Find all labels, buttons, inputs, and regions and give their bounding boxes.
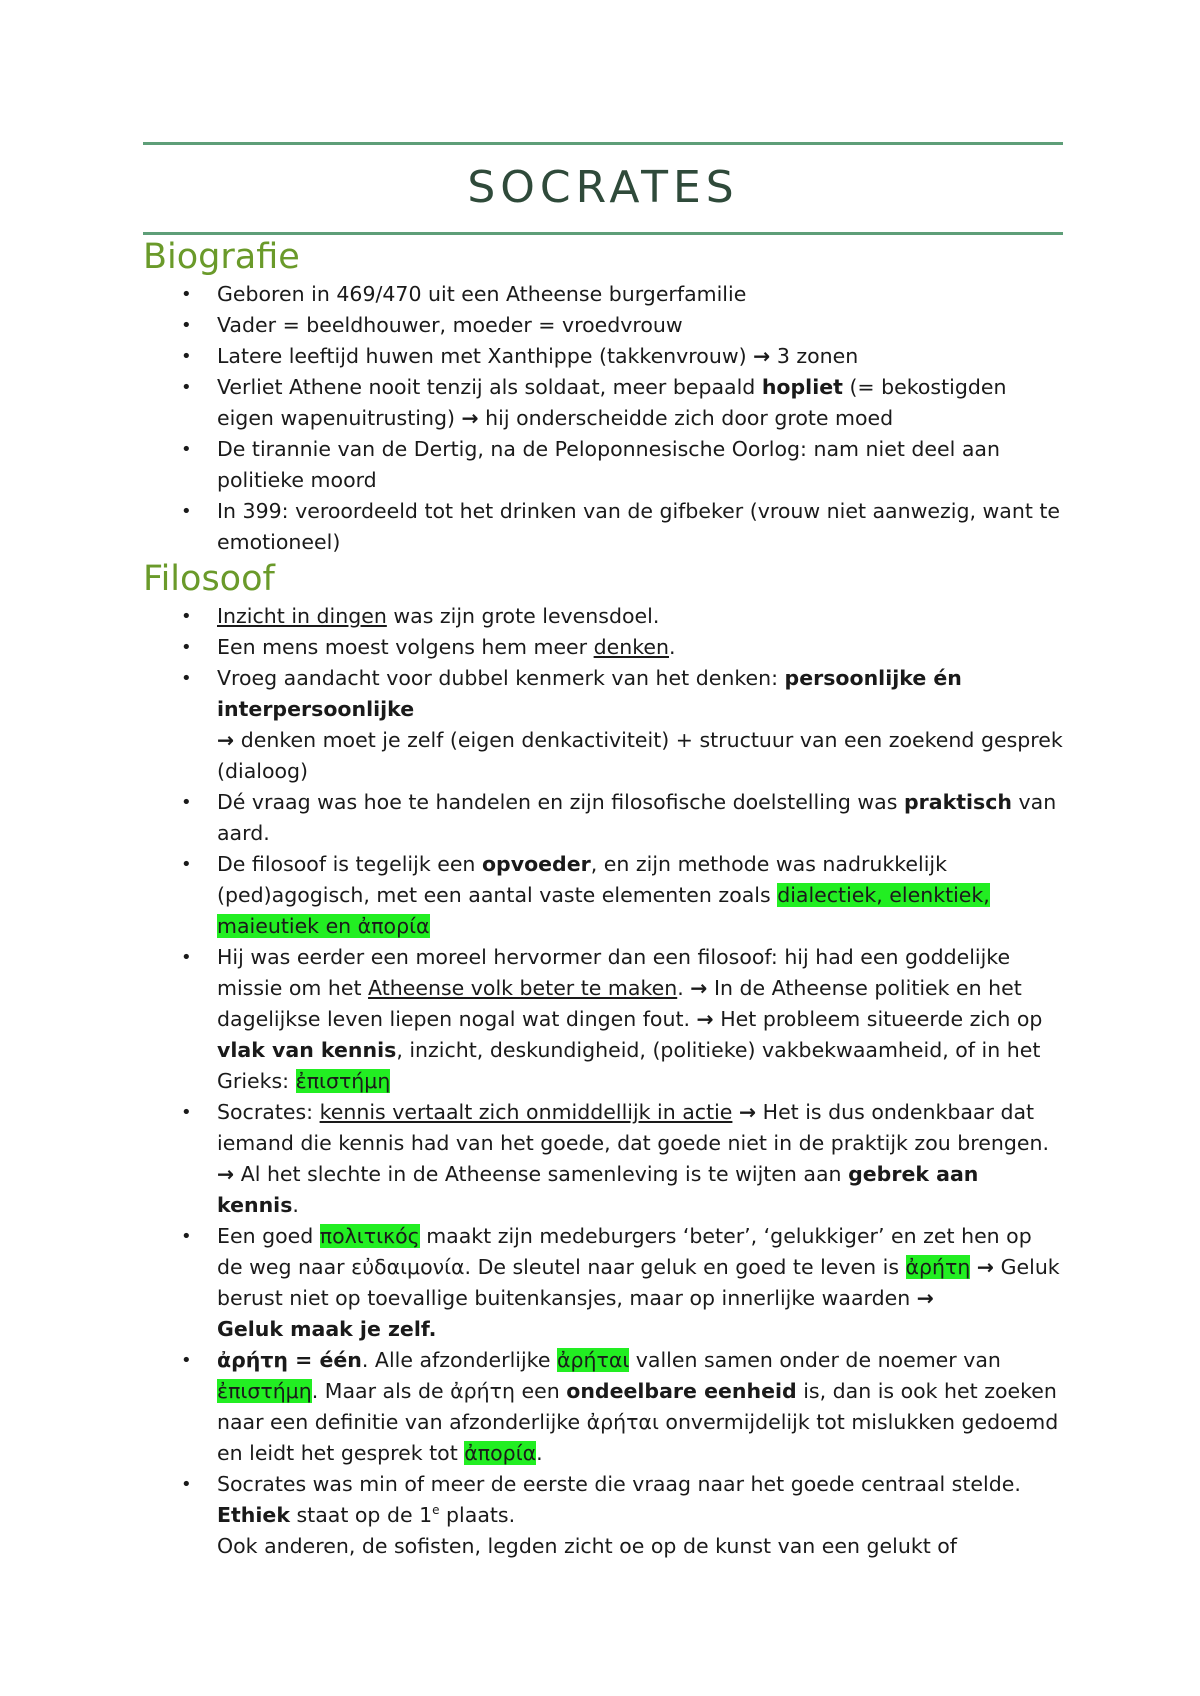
list-item: • De filosoof is tegelijk een opvoeder, en zijn methode was nadrukkelijk (ped)agogisch, met een aantal vaste elementen zoals dialectiek, elenktiek, maieutiek en ἀπορία: [143, 849, 1063, 942]
arrow-right-icon: →: [976, 1255, 995, 1279]
bold-term: Geluk maak je zelf.: [217, 1317, 437, 1341]
bold-term: Ethiek: [217, 1503, 290, 1527]
title-rule-top: [143, 142, 1063, 145]
list-item: • De tirannie van de Dertig, na de Peloponnesische Oorlog: nam niet deel aan politieke moord: [143, 434, 1063, 496]
list-item: • Hij was eerder een moreel hervormer dan een filosoof: hij had een goddelijke missie om het Atheense volk beter te maken. → In de Atheense politiek en het dagelijkse leven liepen nogal wat dingen fout. → Het probleem situeerde zich op vlak van kennis, inzicht, deskundigheid, (politieke) vakbekwaamheid, of in het Grieks: ἐπιστήμη: [143, 942, 1063, 1097]
bullet-icon: •: [181, 792, 192, 813]
list-item: • Socrates: kennis vertaalt zich onmiddellijk in actie → Het is dus ondenkbaar dat iemand die kennis had van het goede, dat goede niet in de praktijk zou brengen. → Al het slechte in de Atheense samenleving is te wijten aan gebrek aan kennis.: [143, 1097, 1063, 1221]
bullet-icon: •: [181, 346, 192, 367]
page-title: SOCRATES: [467, 162, 739, 213]
arrow-right-icon: →: [738, 1100, 757, 1124]
list-item: • Vader = beeldhouwer, moeder = vroedvrouw: [143, 310, 1063, 341]
bold-term: praktisch: [903, 790, 1012, 814]
underlined-text: kennis vertaalt zich onmiddellijk in actie: [319, 1100, 733, 1124]
section-filosoof: [143, 557, 1063, 1562]
bold-term: vlak van kennis: [217, 1038, 397, 1062]
list-item: • Een goed πολιτικός maakt zijn medeburgers ‘beter’, ‘gelukkiger’ en zet hen op de weg naar εὐδαιμονία. De sleutel naar geluk en goed te leven is ἀρήτη → Geluk berust niet op toevallige buitenkansjes, maar op innerlijke waarden → Geluk maak je zelf.: [143, 1221, 1063, 1345]
bold-term: gebrek aan kennis: [217, 1162, 979, 1217]
bullet-icon: •: [181, 606, 192, 627]
bullet-icon: •: [181, 284, 192, 305]
arrow-right-icon: →: [461, 406, 479, 430]
list-item: • Verliet Athene nooit tenzij als soldaat, meer bepaald hopliet (= bekostigden eigen wapenuitrusting) → hij onderscheidde zich door grote moed: [143, 372, 1063, 434]
bold-term: ἀρήτη = één: [217, 1348, 362, 1372]
list-item: • In 399: veroordeeld tot het drinken van de gifbeker (vrouw niet aanwezig, want te emotioneel): [143, 496, 1063, 558]
highlighted-text: ἀρήται: [556, 1348, 630, 1372]
highlighted-text: ἀπορία: [464, 1441, 537, 1465]
list-item: • ἀρήτη = één. Alle afzonderlijke ἀρήται vallen samen onder de noemer van ἐπιστήμη. Maar als de ἀρήτη een ondeelbare eenheid is, dan is ook het zoeken naar een definitie van afzonderlijke ἀρήται onvermijdelijk tot mislukken gedoemd en leidt het gesprek tot ἀπορία.: [143, 1345, 1063, 1469]
arrow-right-icon: →: [916, 1286, 934, 1310]
bullet-icon: •: [181, 1102, 192, 1123]
bullet-icon: •: [181, 637, 192, 658]
bullet-icon: •: [181, 501, 192, 522]
highlighted-text: πολιτικός: [319, 1224, 420, 1248]
bullet-icon: •: [181, 439, 192, 460]
list-item: • Inzicht in dingen was zijn grote levensdoel.: [143, 601, 1063, 632]
biografie-list: [143, 279, 1063, 558]
arrow-right-icon: →: [753, 344, 771, 368]
highlighted-text: dialectiek, elenktiek, maieutiek en ἀπορία: [217, 883, 990, 938]
underlined-text: Inzicht in dingen: [217, 604, 387, 628]
bullet-icon: •: [181, 1474, 192, 1495]
filosoof-list: [143, 601, 1063, 1562]
bullet-icon: •: [181, 1350, 192, 1371]
section-biografie: [143, 235, 1063, 558]
highlighted-text: ἐπιστήμη: [217, 1379, 312, 1403]
bold-term: persoonlijke én interpersoonlijke: [217, 666, 962, 721]
bullet-icon: •: [181, 947, 192, 968]
arrow-right-icon: →: [217, 1162, 235, 1186]
highlighted-text: ἐπιστήμη: [295, 1069, 391, 1093]
list-item: • Socrates was min of meer de eerste die vraag naar het goede centraal stelde. Ethiek staat op de 1e plaats. Ook anderen, de sofisten, legden zicht oe op de kunst van een gelukt of: [143, 1469, 1063, 1562]
section-heading-filosoof: Filosoof: [143, 559, 275, 599]
list-item: • Vroeg aandacht voor dubbel kenmerk van het denken: persoonlijke én interpersoonlijke → denken moet je zelf (eigen denkactiviteit) + structuur van een zoekend gesprek (dialoog): [143, 663, 1063, 787]
underlined-text: Atheense volk beter te maken: [368, 976, 678, 1000]
bold-term: hopliet: [761, 375, 843, 399]
arrow-right-icon: →: [690, 976, 708, 1000]
bullet-icon: •: [181, 1226, 192, 1247]
arrow-right-icon: →: [217, 728, 235, 752]
arrow-right-icon: →: [696, 1007, 714, 1031]
bullet-icon: •: [181, 377, 192, 398]
list-item: • Dé vraag was hoe te handelen en zijn filosofische doelstelling was praktisch van aard.: [143, 787, 1063, 849]
bullet-icon: •: [181, 668, 192, 689]
list-item: • Geboren in 469/470 uit een Atheense burgerfamilie: [143, 279, 1063, 310]
section-heading-biografie: Biografie: [143, 237, 300, 277]
highlighted-text: ἀρήτη: [905, 1255, 971, 1279]
superscript: e: [432, 1503, 440, 1517]
underlined-text: denken: [593, 635, 669, 659]
bullet-icon: •: [181, 854, 192, 875]
list-item: • Latere leeftijd huwen met Xanthippe (takkenvrouw) → 3 zonen: [143, 341, 1063, 372]
bold-term: ondeelbare eenheid: [566, 1379, 797, 1403]
bullet-icon: •: [181, 315, 192, 336]
list-item: • Een mens moest volgens hem meer denken.: [143, 632, 1063, 663]
bold-term: opvoeder: [481, 852, 591, 876]
